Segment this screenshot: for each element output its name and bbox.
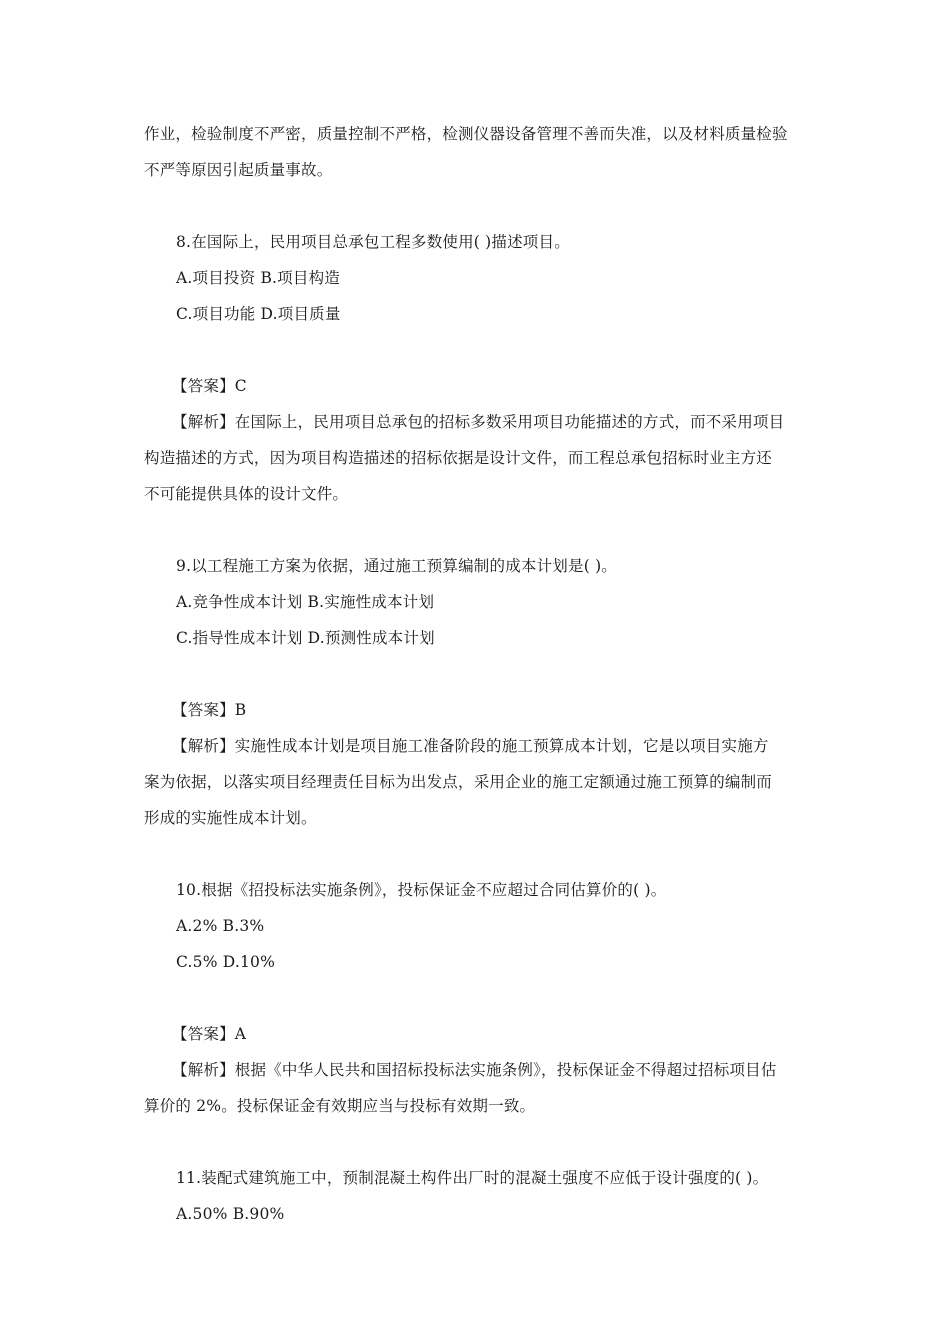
question-8-answer: 【答案】C xyxy=(172,377,247,395)
question-10-options-1: A.2% B.3% xyxy=(176,917,265,935)
question-9: 9.以工程施工方案为依据，通过施工预算编制的成本计划是( )。 xyxy=(176,557,618,575)
question-11-options-1: A.50% B.90% xyxy=(176,1205,285,1223)
question-10-options-2: C.5% D.10% xyxy=(176,953,276,971)
question-9-analysis-1: 【解析】实施性成本计划是项目施工准备阶段的施工预算成本计划，它是以项目实施方 xyxy=(172,737,769,755)
question-11: 11.装配式建筑施工中，预制混凝土构件出厂时的混凝土强度不应低于设计强度的( )。 xyxy=(176,1169,769,1187)
question-10-answer: 【答案】A xyxy=(172,1025,247,1043)
question-8-analysis-1: 【解析】在国际上，民用项目总承包的招标多数采用项目功能描述的方式，而不采用项目 xyxy=(172,413,785,431)
question-10: 10.根据《招投标法实施条例》，投标保证金不应超过合同估算价的( )。 xyxy=(176,881,667,899)
question-8-options-2: C.项目功能 D.项目质量 xyxy=(176,305,341,323)
question-8-options-1: A.项目投资 B.项目构造 xyxy=(176,269,340,287)
question-9-analysis-3: 形成的实施性成本计划。 xyxy=(144,809,317,827)
question-9-options-2: C.指导性成本计划 D.预测性成本计划 xyxy=(176,629,435,647)
question-9-analysis-2: 案为依据，以落实项目经理责任目标为出发点，采用企业的施工定额通过施工预算的编制而 xyxy=(144,773,773,791)
question-8-analysis-2: 构造描述的方式，因为项目构造描述的招标依据是设计文件，而工程总承包招标时业主方还 xyxy=(144,449,773,467)
question-10-analysis-1: 【解析】根据《中华人民共和国招标投标法实施条例》，投标保证金不得超过招标项目估 xyxy=(172,1061,777,1079)
intro-line-1: 作业，检验制度不严密，质量控制不严格，检测仪器设备管理不善而失准，以及材料质量检验 xyxy=(144,125,788,143)
intro-line-2: 不严等原因引起质量事故。 xyxy=(144,161,333,179)
question-10-analysis-2: 算价的 2%。投标保证金有效期应当与投标有效期一致。 xyxy=(144,1097,536,1115)
question-9-options-1: A.竞争性成本计划 B.实施性成本计划 xyxy=(176,593,435,611)
question-8: 8.在国际上，民用项目总承包工程多数使用( )描述项目。 xyxy=(176,233,570,251)
question-9-answer: 【答案】B xyxy=(172,701,247,719)
question-8-analysis-3: 不可能提供具体的设计文件。 xyxy=(144,485,349,503)
